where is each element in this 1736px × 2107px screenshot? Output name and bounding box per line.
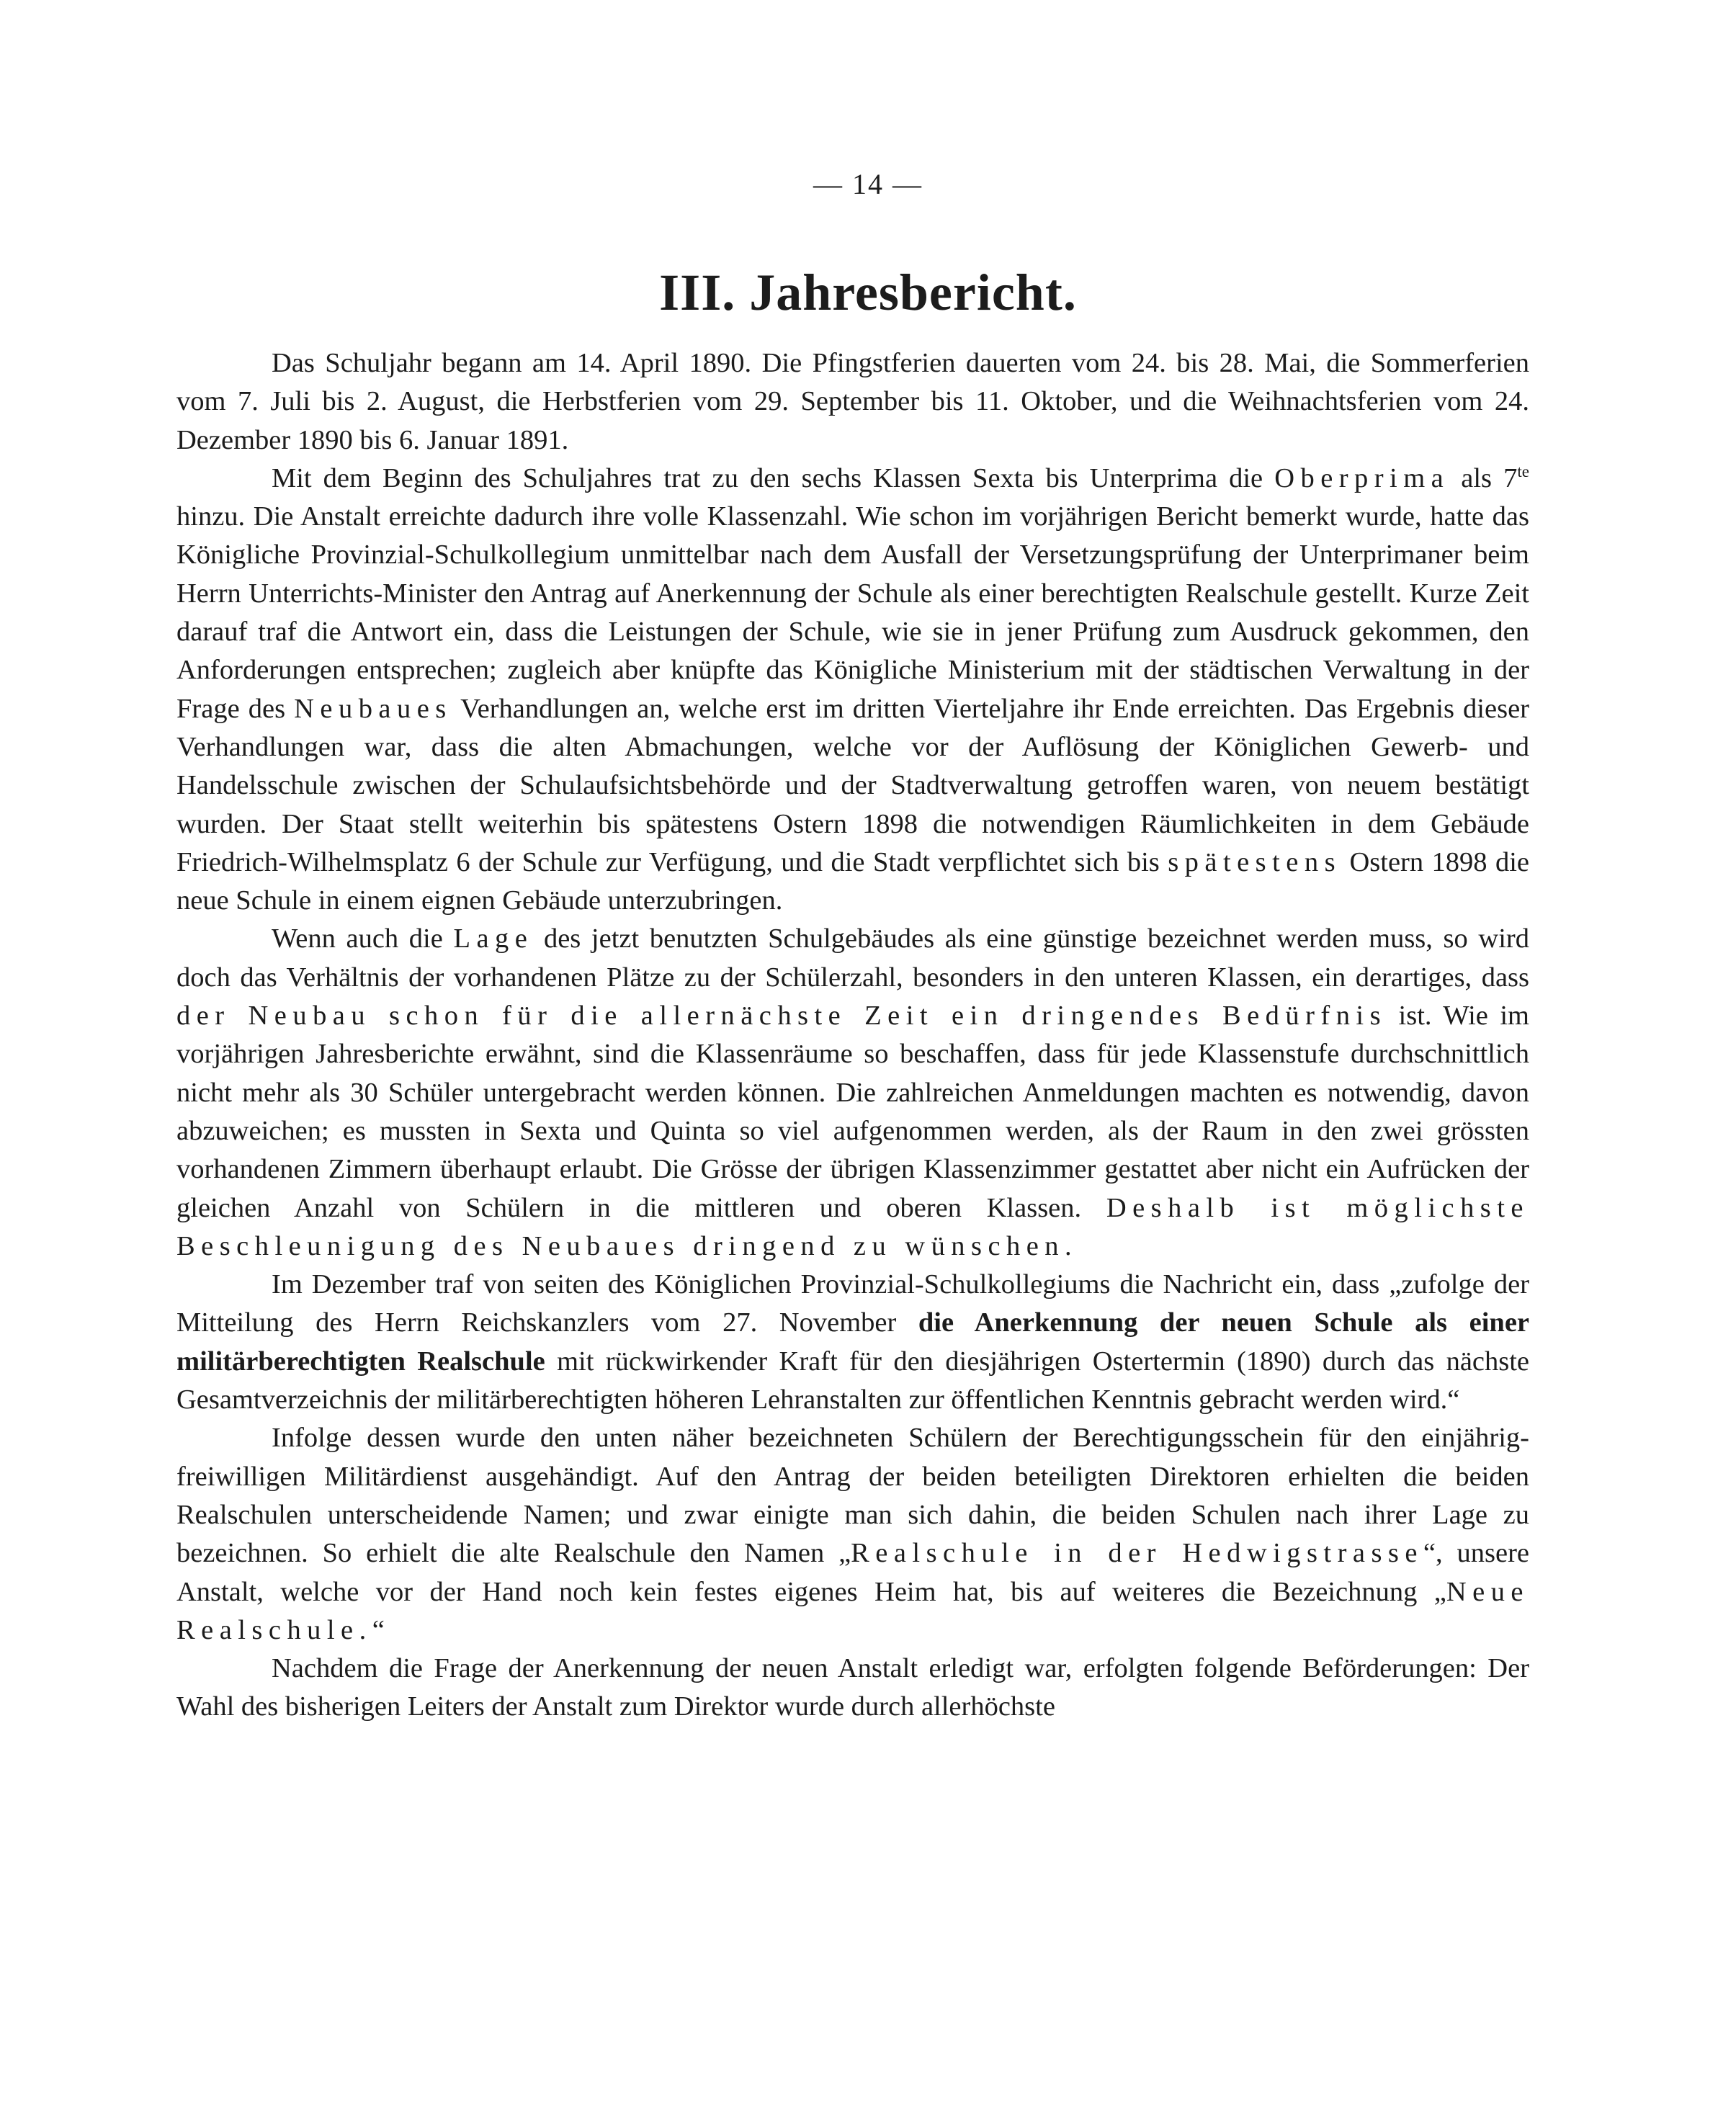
superscript: te	[1517, 462, 1529, 481]
text-run: als 7	[1449, 462, 1518, 493]
text-run: “, unsere Anstalt, welche vor der Hand noch kein festes eigenes Heim hat, bis auf weiteres die Bezeichnung „	[176, 1538, 1529, 1607]
paragraph	[176, 344, 1529, 460]
text-run: Infolge dessen wurde den unten näher bezeichneten Schülern der Berechtigungsschein für den einjährig-freiwilligen Militärdienst ausgehändigt. Auf den Antrag der beiden beteiligten Direktoren erhielten die beiden Realschulen unterscheidende Namen; und zwar einigte man sich dahin, die beiden Schulen nach ihrer Lage zu bezeichnen. So erhielt die alte Realschule den Namen „	[176, 1423, 1529, 1569]
spaced-emphasis: Neue Realschule.	[176, 1576, 1529, 1645]
spaced-emphasis: Neubaues	[294, 693, 452, 724]
page-number: — 14 —	[813, 168, 923, 200]
paragraph	[176, 1266, 1529, 1419]
text-run: Das Schuljahr begann am 14. April 1890. Die Pfingstferien dauerten vom 24. bis 28. Mai, die Sommerferien vom 7. Juli bis 2. August, die Herbstferien vom 29. September bis 11. Oktober, und die Weihnachtsferien vom 24. Dezember 1890 bis 6. Januar 1891.	[176, 348, 1529, 455]
paragraph	[176, 1650, 1529, 1727]
text-run: Im Dezember traf von seiten des Königlichen Provinzial-Schulkollegiums die Nachricht ein, dass „zufolge der Mitteilung des Herrn Reichskanzlers vom 27. November	[176, 1269, 1529, 1338]
section-title: III. Jahresbericht.	[659, 264, 1077, 321]
spaced-emphasis: Oberprima	[1274, 462, 1450, 493]
text-run: Nachdem die Frage der Anerkennung der neuen Anstalt erledigt war, erfolgten folgende Beförderungen: Der Wahl des bisherigen Leiters der Anstalt zum Direktor wurde durch allerhöchste	[176, 1653, 1529, 1722]
spaced-emphasis: Lage	[453, 923, 534, 954]
body-text	[176, 344, 1529, 1727]
text-run: ist. Wie im vorjährigen Jahresberichte erwähnt, sind die Klassenräume so beschaffen, dass für jede Klassenstufe durchschnittlich nicht mehr als 30 Schüler untergebracht werden können. Die zahlreichen Anmeldungen machten es notwendig, davon abzuweichen; es mussten in Sexta und Quinta so viel aufgenommen werden, als der Raum in den zwei grössten vorhandenen Zimmern überhaupt erlaubt. Die Grösse der übrigen Klassenzimmer gestattet aber nicht ein Aufrücken der gleichen Anzahl von Schülern in die mittleren und oberen Klassen.	[176, 1001, 1530, 1223]
text-run: hinzu. Die Anstalt erreichte dadurch ihre volle Klassenzahl. Wie schon im vorjährigen Bericht bemerkt wurde, hatte das Königliche Provinzial-Schulkollegium unmittelbar nach dem Ausfall der Versetzungsprüfung der Unterprimaner beim Herrn Unterrichts-Minister den Antrag auf Anerkennung der Schule als einer berechtigten Realschule gestellt. Kurze Zeit darauf traf die Antwort ein, dass die Leistungen der Schule, wie sie in jener Prüfung zum Ausdruck gekommen, den Anforderungen entsprechen; zugleich aber knüpfte das Königliche Ministerium mit der städtischen Verwaltung in der Frage des	[176, 501, 1529, 724]
paragraph	[176, 1419, 1529, 1650]
paragraph	[176, 920, 1529, 1266]
text-run: Mit dem Beginn des Schuljahres trat zu den sechs Klassen Sexta bis Unterprima die	[272, 462, 1275, 493]
text-run: des jetzt benutzten Schulgebäudes als eine günstige bezeichnet werden muss, so wird doch das Verhältnis der vorhandenen Plätze zu der Schülerzahl, besonders in den unteren Klassen, ein derartiges, dass	[176, 923, 1529, 993]
text-run: Ostern 1898 die neue Schule in einem eignen Gebäude unterzubringen.	[176, 846, 1530, 916]
spaced-emphasis: der Neubau schon für die allernächste Zeit ein dringendes Bedürfnis	[176, 1001, 1387, 1032]
text-run: Verhandlungen an, welche erst im dritten Vierteljahre ihr Ende erreichten. Das Ergebnis dieser Verhandlungen war, dass die alten Abmachungen, welche vor der Auflösung der Königlichen Gewerb- und Handelsschule zwischen der Schulaufsichtsbehörde und der Stadtverwaltung getroffen waren, von neuem bestätigt wurden. Der Staat stellt weiterhin bis spätestens Ostern 1898 die notwendigen Räumlichkeiten in dem Gebäude Friedrich-Wilhelmsplatz 6 der Schule zur Verfügung, und die Stadt verpflichtet sich bis	[176, 693, 1529, 877]
spaced-emphasis: spätestens	[1168, 846, 1342, 877]
spaced-emphasis: Deshalb ist möglichste Beschleunigung des Neubaues dringend zu wünschen.	[176, 1192, 1529, 1261]
text-run: “	[372, 1614, 385, 1645]
text-run: Wenn auch die	[272, 923, 454, 954]
text-run: mit rückwirkender Kraft für den diesjährigen Ostertermin (1890) durch das nächste Gesamtverzeichnis der militärberechtigten höheren Lehranstalten zur öffentlichen Kenntnis gebracht werden wird.“	[176, 1346, 1530, 1415]
bold-emphasis: die Anerkennung der neuen Schule als einer militärberechtigten Realschule	[176, 1307, 1529, 1377]
paragraph	[176, 460, 1529, 921]
spaced-emphasis: Realschule in der Hedwigstrasse	[851, 1538, 1423, 1569]
